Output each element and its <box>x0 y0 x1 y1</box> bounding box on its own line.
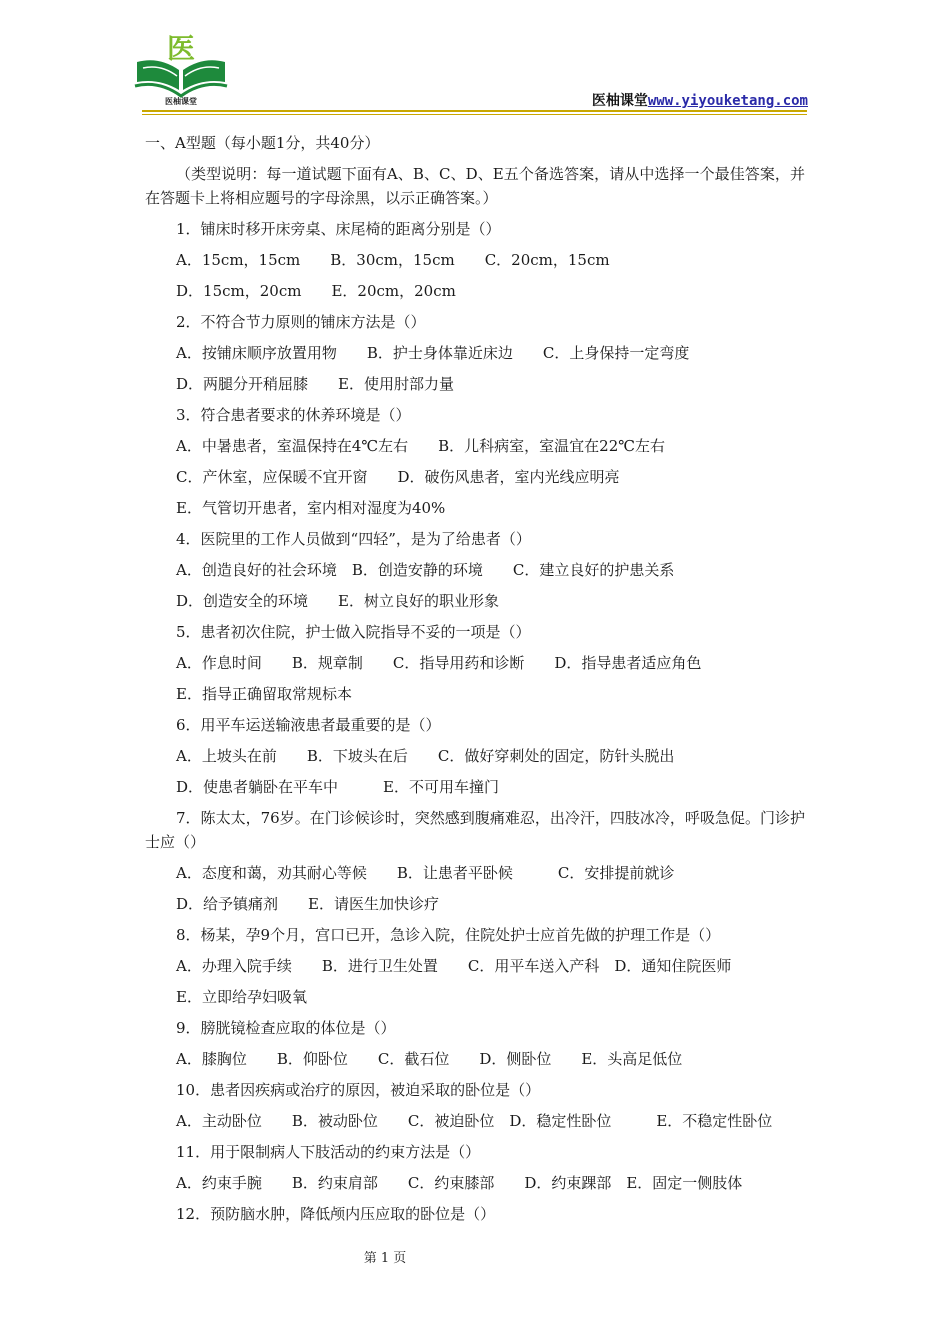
question-options: A．态度和蔼，劝其耐心等候 B．让患者平卧候 C．安排提前就诊 <box>176 864 675 882</box>
question-options: A．创造良好的社会环境 B．创造安静的环境 C．建立良好的护患关系 <box>176 561 675 579</box>
header-divider <box>142 110 807 112</box>
question-stem: 8．杨某，孕9个月，宫口已开，急诊入院，住院处护士应首先做的护理工作是（） <box>176 926 721 944</box>
question-options: E．立即给孕妇吸氧 <box>176 988 307 1006</box>
section-description <box>145 162 805 210</box>
question-stem: 5．患者初次住院，护士做入院指导不妥的一项是（） <box>176 623 531 641</box>
question-options: D．两腿分开稍屈膝 E．使用肘部力量 <box>176 375 454 393</box>
site-url-link[interactable]: www.yiyouketang.com <box>647 93 808 109</box>
question-options: A．主动卧位 B．被动卧位 C．被迫卧位 D．稳定性卧位 E．不稳定性卧位 <box>176 1112 773 1130</box>
brand-logo <box>133 30 229 114</box>
question-options: A．按铺床顺序放置用物 B．护士身体靠近床边 C．上身保持一定弯度 <box>176 344 690 362</box>
question-options: D．15cm，20cm E．20cm，20cm <box>176 282 456 300</box>
section-title: 一、A型题（每小题1分，共40分） <box>145 134 380 152</box>
question-options: A．膝胸位 B．仰卧位 C．截石位 D．侧卧位 E．头高足低位 <box>176 1050 683 1068</box>
question-options: A．约束手腕 B．约束肩部 C．约束膝部 D．约束踝部 E．固定一侧肢体 <box>176 1174 743 1192</box>
question-stem: 9．膀胱镜检查应取的体位是（） <box>176 1019 396 1037</box>
logo-caption: 医柚课堂 <box>165 97 197 106</box>
question-stem: 12．预防脑水肿，降低颅内压应取的卧位是（） <box>176 1205 496 1223</box>
question-list <box>145 217 805 1233</box>
question-options: A．上坡头在前 B．下坡头在后 C．做好穿刺处的固定，防针头脱出 <box>176 747 675 765</box>
page-number: 第 1 页 <box>363 1251 407 1266</box>
question-options: D．给予镇痛剂 E．请医生加快诊疗 <box>176 895 439 913</box>
question-stem <box>145 806 805 854</box>
question-stem: 4．医院里的工作人员做到“四轻”，是为了给患者（） <box>176 530 531 548</box>
question-options: A．办理入院手续 B．进行卫生处置 C．用平车送入产科 D．通知住院医师 <box>176 957 732 975</box>
section-description-text: （类型说明：每一道试题下面有A、B、C、D、E五个备选答案，请从中选择一个最佳答案，并在答题卡上将相应题号的字母涂黑，以示正确答案。） <box>145 165 805 207</box>
question-stem: 11．用于限制病人下肢活动的约束方法是（） <box>176 1143 481 1161</box>
question-stem: 2．不符合节力原则的铺床方法是（） <box>176 313 426 331</box>
header-divider-thin <box>142 114 807 115</box>
question-stem: 3．符合患者要求的休养环境是（） <box>176 406 411 424</box>
question-options: D．使患者躺卧在平车中 E．不可用车撞门 <box>176 778 499 796</box>
exam-content <box>145 131 805 1233</box>
question-options: C．产休室，应保暖不宜开窗 D．破伤风患者，室内光线应明亮 <box>176 468 620 486</box>
question-options: A．15cm，15cm B．30cm，15cm C．20cm，15cm <box>176 251 610 269</box>
site-name: 医柚课堂 <box>591 93 648 109</box>
svg-text:医: 医 <box>166 32 196 65</box>
question-options: E．气管切开患者，室内相对湿度为40% <box>176 499 446 517</box>
book-logo-icon <box>133 30 229 100</box>
question-options: D．创造安全的环境 E．树立良好的职业形象 <box>176 592 499 610</box>
question-stem: 10．患者因疾病或治疗的原因，被迫采取的卧位是（） <box>176 1081 541 1099</box>
question-options: E．指导正确留取常规标本 <box>176 685 352 703</box>
question-stem-text: 7．陈太太，76岁。在门诊候诊时，突然感到腹痛难忍，出冷汗，四肢冰冷，呼吸急促。门诊护士应（） <box>145 809 805 851</box>
question-stem: 1．铺床时移开床旁桌、床尾椅的距离分别是（） <box>176 220 501 238</box>
question-stem: 6．用平车运送输液患者最重要的是（） <box>176 716 441 734</box>
site-header <box>592 90 808 110</box>
question-options: A．中暑患者，室温保持在4℃左右 B．儿科病室，室温宜在22℃左右 <box>176 437 666 455</box>
question-options: A．作息时间 B．规章制 C．指导用药和诊断 D．指导患者适应角色 <box>176 654 702 672</box>
